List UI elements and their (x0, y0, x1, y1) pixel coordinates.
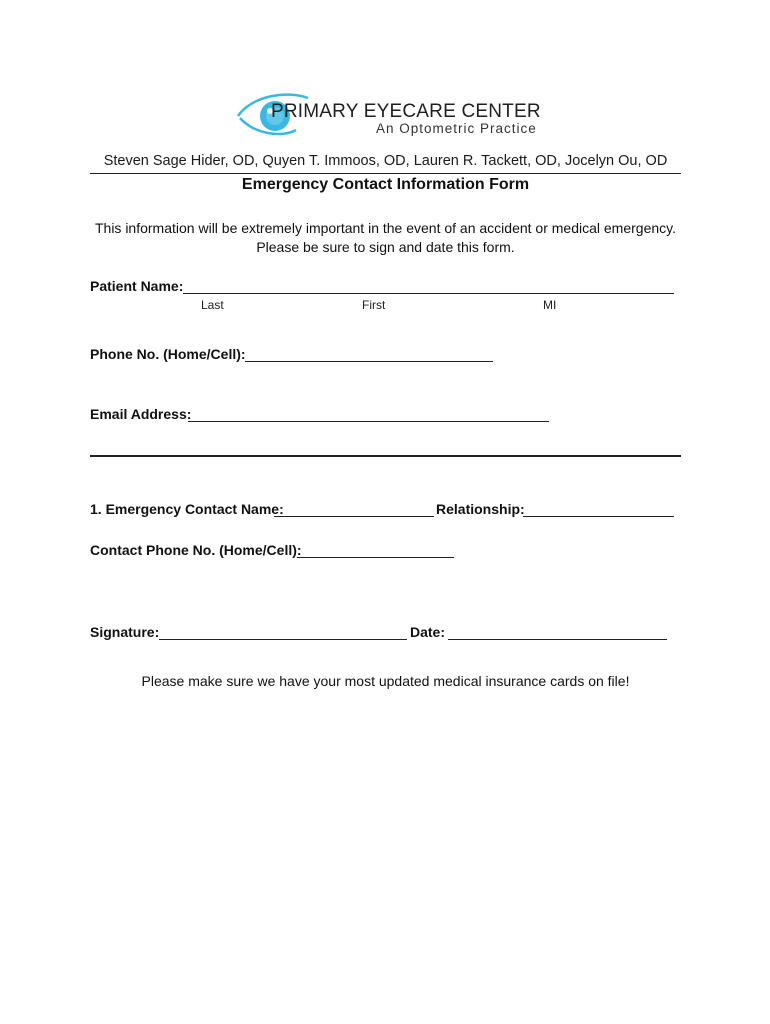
relationship-label: Relationship: (436, 501, 525, 517)
insurance-note: Please make sure we have your most updated medical insurance cards on file! (141, 673, 630, 689)
phone-field[interactable] (245, 361, 493, 362)
header-divider (90, 173, 681, 174)
intro-line-1: This information will be extremely important in the event of an accident or medical emergency. (94, 220, 676, 236)
patient-name-field[interactable] (183, 293, 674, 294)
patient-name-label: Patient Name: (90, 278, 184, 294)
signature-label: Signature: (90, 624, 160, 640)
signature-field[interactable] (159, 639, 407, 640)
phone-label: Phone No. (Home/Cell): (90, 346, 246, 362)
practice-subtitle: An Optometric Practice (376, 121, 537, 136)
emergency-contact-field[interactable] (274, 516, 434, 517)
date-label: Date: (410, 624, 446, 640)
doctors-list: Steven Sage Hider, OD, Quyen T. Immoos, OD, Lauren R. Tackett, OD, Jocelyn Ou, OD (103, 153, 668, 169)
emergency-contact-label: 1. Emergency Contact Name: (90, 501, 284, 517)
contact-phone-field[interactable] (297, 557, 454, 558)
form-intro (80, 219, 691, 257)
date-field[interactable] (448, 639, 667, 640)
contact-phone-label: Contact Phone No. (Home/Cell): (90, 542, 302, 558)
form-title: Emergency Contact Information Form (241, 176, 530, 193)
practice-name: PRIMARY EYECARE CENTER (271, 101, 541, 122)
email-field[interactable] (188, 421, 549, 422)
last-name-caption: Last (201, 298, 224, 312)
first-name-caption: First (362, 298, 386, 312)
middle-initial-caption: MI (543, 298, 557, 312)
relationship-field[interactable] (523, 516, 674, 517)
intro-line-2: Please be sure to sign and date this form. (256, 239, 515, 255)
email-label: Email Address: (90, 406, 192, 422)
section-divider (90, 455, 681, 457)
